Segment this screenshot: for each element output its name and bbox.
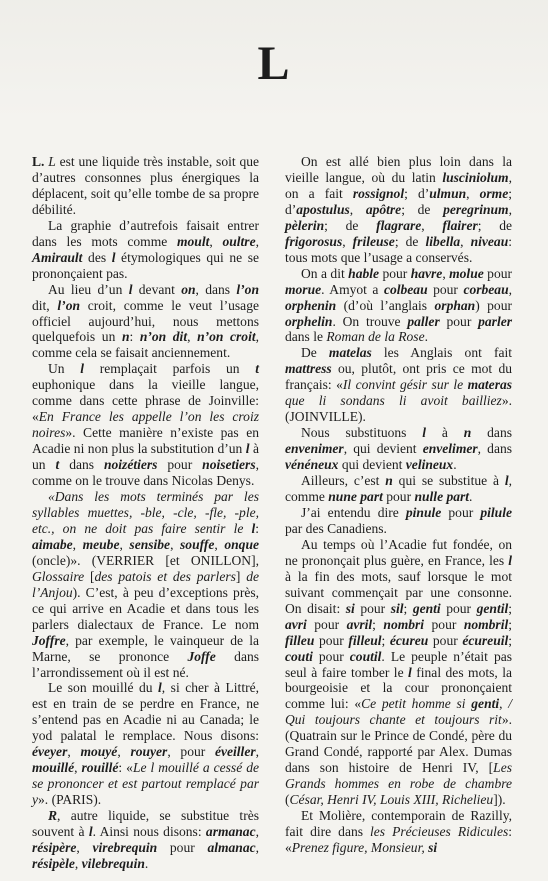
paragraph: Au lieu d’un l devant on, dans l’on dit, l’on croit, comme le veut l’usage officiel aujourd’hui, nous mettons quelquefois un n: n’on dit, n’on croit, comme cela se faisait anciennement. — [32, 281, 259, 361]
paragraph: R, autre liquide, se substitue très souvent à l. Ainsi nous disons: armanac, résipère, virebrequin pour almanac, résipèle, vilebrequin. — [32, 808, 259, 871]
paragraph: Et Molière, contemporain de Razilly, fait dire dans les Précieuses Ridicules: «Prenez figure, Monsieur, si — [285, 808, 512, 855]
paragraph: Un l remplaçait parfois un t euphonique dans la vieille langue, comme dans cette phrase de Joinville: «En France les appelle l’on les croiz noires». Cette manière n’existe pas en Acadie ni non plus la substitution d’un l à un t dans noizétiers pour noisetiers, comme on le trouve dans Nicolas Denys. — [32, 361, 260, 489]
paragraph: On a dit hable pour havre, molue pour morue. Amyot a colbeau pour corbeau, orphenin (d’où l’anglais orphan) pour orphelin. On trouve paller pour parler dans le Roman de la Rose. — [285, 265, 513, 345]
paragraph: Ailleurs, c’est n qui se substitue à l, comme nune part pour nulle part. — [285, 473, 512, 505]
paragraph: J’ai entendu dire pinule pour pilule par des Canadiens. — [285, 504, 512, 536]
section-letter-heading: L — [257, 37, 291, 90]
paragraph: L. L est une liquide très instable, soit que d’autres consonnes plus énergiques la déplacent, soit qu’elle tombe de sa propre débilité. — [32, 154, 260, 217]
paragraph: On est allé bien plus loin dans la vieille langue, où du latin lusciniolum, on a fait rossignol; d’ulmun, orme; d’apostulus, apôtre; de peregrinum, pèlerin; de flagrare, flairer; de frigorosus, frileuse; de libella, niveau: tous mots que l’usage a conservés. — [285, 154, 512, 265]
paragraph: Le son mouillé du l, si cher à Littré, est en train de se perdre en France, ne s’entend pas en Acadie ni au Canada; le yod palatal le remplace. Nous disons: éveyer, mouyé, rouyer, pour éveiller, mouillé, rouillé: «Le l mouillé a cessé de se prononcer et est partout remplacé par y». (PARIS). — [32, 680, 259, 808]
right-column — [285, 154, 512, 856]
paragraph: Au temps où l’Acadie fut fondée, on ne prononçait plus guère, en France, les l à la fin des mots, sauf lorsque le mot suivant commençait par une consonne. On disait: si pour sil; genti pour gentil; avri pour avril; nombri pour nombril; filleu pour filleul; écureu pour écureuil; couti pour coutil. Le peuple n’était pas seul à faire tomber le l final des mots, la bourgeoisie et la cour prononçaient comme lui: «Ce petit homme si genti, / Qui toujours chante et toujours rit». (Quatrain sur le Prince de Condé, père du Grand Condé, rapporté par Alex. Dumas dans son histoire de Henri IV, [Les Grands hommes en robe de chambre (César, Henri IV, Louis XIII, Richelieu]). — [285, 536, 513, 808]
paragraph: Nous substituons l à n dans envenimer, qui devient envelimer, dans vénéneux qui devient velineux. — [285, 425, 513, 473]
paragraph: «Dans les mots terminés par les syllables muettes, -ble, -cle, -fle, -ple, etc., on ne doit pas faire sentir le l: aimabe, meube, sensibe, souffe, onque (oncle)». (VERRIER [et ONILLON], Glossaire [des patois et des parlers] de l’Anjou). C’est, à peu d’exceptions près, ce qui arrive en Acadie et dans tous les parlers dialectaux de France. Le nom Joffre, par exemple, le vainqueur de la Marne, se prononce Joffe dans l’arrondissement où il est né. — [32, 489, 260, 680]
paragraph: La graphie d’autrefois faisait entrer dans les mots comme moult, oultre, Amirault des l étymologiques qui ne se prononçaient pas. — [32, 217, 259, 281]
paragraph: De matelas les Anglais ont fait mattress ou, plutôt, ont pris ce mot du français: «Il convint gésir sur le materas que li sondans li avoit bailliez». (JOINVILLE). — [285, 345, 513, 425]
left-column — [32, 154, 259, 872]
